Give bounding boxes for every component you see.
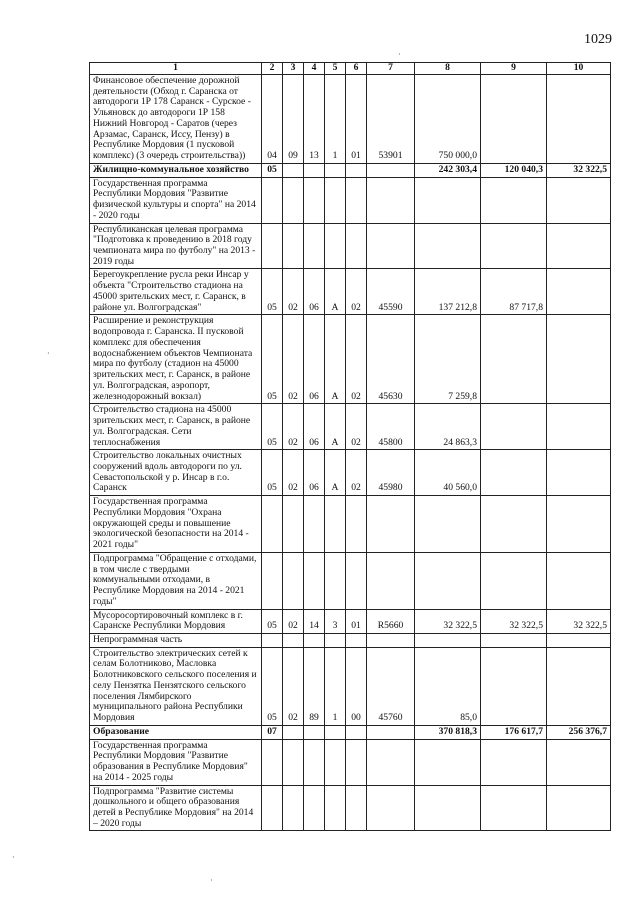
row-name-cell: Подпрограмма "Обращение с отходами, в том числе с твердыми коммунальными отходами, в Республике Мордовия на 2014 - 2021 годы" bbox=[90, 552, 262, 609]
code-cell: 05 bbox=[262, 404, 283, 450]
code-cell: 02 bbox=[346, 315, 367, 404]
code-cell bbox=[325, 177, 346, 223]
scan-speck: · bbox=[12, 853, 15, 862]
code-cell: 05 bbox=[262, 163, 283, 177]
amount-cell bbox=[481, 315, 547, 404]
row-name-cell: Строительство локальных очистных сооружений вдоль автодороги по ул. Севастопольской у р. Инсар в г.о. Саранск bbox=[90, 450, 262, 496]
amount-cell: 120 040,3 bbox=[481, 163, 547, 177]
code-cell bbox=[325, 163, 346, 177]
code-cell bbox=[304, 725, 325, 739]
amount-cell bbox=[481, 496, 547, 553]
code-cell: 02 bbox=[283, 450, 304, 496]
code-cell bbox=[283, 496, 304, 553]
row-name-cell: Образование bbox=[90, 725, 262, 739]
code-cell bbox=[367, 552, 415, 609]
code-cell: 02 bbox=[346, 269, 367, 315]
code-cell: А bbox=[325, 404, 346, 450]
code-cell: 02 bbox=[283, 609, 304, 633]
code-cell: 45800 bbox=[367, 404, 415, 450]
code-cell bbox=[367, 177, 415, 223]
table-row bbox=[90, 177, 611, 223]
row-name-cell: Подпрограмма "Развитие системы дошкольного и общего образования детей в Республике Мордовия" на 2014 – 2020 годы bbox=[90, 785, 262, 831]
code-cell bbox=[367, 785, 415, 831]
code-cell bbox=[325, 785, 346, 831]
amount-cell bbox=[481, 552, 547, 609]
budget-table bbox=[89, 62, 611, 831]
row-name-cell: Государственная программа Республики Мордовия "Развитие физической культуры и спорта" на 2014 - 2020 годы bbox=[90, 177, 262, 223]
amount-cell: 87 717,8 bbox=[481, 269, 547, 315]
code-cell: 45630 bbox=[367, 315, 415, 404]
code-cell bbox=[325, 223, 346, 269]
table-row bbox=[90, 496, 611, 553]
amount-cell bbox=[547, 496, 611, 553]
code-cell: 06 bbox=[304, 315, 325, 404]
code-cell: 53901 bbox=[367, 75, 415, 164]
code-cell: R5660 bbox=[367, 609, 415, 633]
scan-speck: · bbox=[47, 349, 50, 358]
code-cell: 05 bbox=[262, 269, 283, 315]
code-cell bbox=[346, 725, 367, 739]
table-row bbox=[90, 739, 611, 785]
amount-cell: 7 259,8 bbox=[415, 315, 481, 404]
code-cell: А bbox=[325, 269, 346, 315]
amount-cell: 32 322,5 bbox=[547, 609, 611, 633]
amount-cell: 24 863,3 bbox=[415, 404, 481, 450]
code-cell: 13 bbox=[304, 75, 325, 164]
code-cell: 07 bbox=[262, 725, 283, 739]
amount-cell: 370 818,3 bbox=[415, 725, 481, 739]
amount-cell bbox=[547, 404, 611, 450]
amount-cell: 242 303,4 bbox=[415, 163, 481, 177]
code-cell: 02 bbox=[283, 404, 304, 450]
code-cell bbox=[325, 552, 346, 609]
table-body bbox=[90, 75, 611, 831]
header-cell: 3 bbox=[283, 63, 304, 75]
code-cell: 01 bbox=[346, 609, 367, 633]
code-cell bbox=[367, 223, 415, 269]
code-cell: 45980 bbox=[367, 450, 415, 496]
code-cell bbox=[346, 552, 367, 609]
code-cell: 00 bbox=[346, 647, 367, 725]
amount-cell: 750 000,0 bbox=[415, 75, 481, 164]
amount-cell bbox=[415, 785, 481, 831]
amount-cell bbox=[547, 633, 611, 647]
code-cell: 02 bbox=[346, 450, 367, 496]
amount-cell bbox=[481, 633, 547, 647]
code-cell bbox=[346, 785, 367, 831]
amount-cell bbox=[415, 223, 481, 269]
code-cell bbox=[283, 223, 304, 269]
table-row bbox=[90, 725, 611, 739]
row-name-cell: Финансовое обеспечение дорожной деятельности (Обход г. Саранска от автодороги 1Р 178 Саранск - Сурское - Ульяновск до автодороги 1Р 158 Нижний Новгород - Саратов (через Арзамас, Саранск, Исcу, Пензу) в Республике Мордовия (1 пусковой комплекс) (3 очередь строительства)) bbox=[90, 75, 262, 164]
amount-cell: 40 560,0 bbox=[415, 450, 481, 496]
table-row bbox=[90, 633, 611, 647]
code-cell: 45760 bbox=[367, 647, 415, 725]
amount-cell bbox=[415, 739, 481, 785]
amount-cell bbox=[547, 177, 611, 223]
amount-cell bbox=[547, 269, 611, 315]
row-name-cell: Берегоукрепление русла реки Инсар у объекта "Строительство стадиона на 45000 зрительских мест, г. Саранск, в районе ул. Волгоградская" bbox=[90, 269, 262, 315]
code-cell: А bbox=[325, 450, 346, 496]
header-cell: 6 bbox=[346, 63, 367, 75]
code-cell: 05 bbox=[262, 647, 283, 725]
table-row bbox=[90, 163, 611, 177]
table-row bbox=[90, 75, 611, 164]
code-cell bbox=[346, 223, 367, 269]
table-row bbox=[90, 785, 611, 831]
code-cell: 09 bbox=[283, 75, 304, 164]
row-name-cell: Мусоросортировочный комплекс в г. Саранске Республики Мордовия bbox=[90, 609, 262, 633]
header-cell: 10 bbox=[547, 63, 611, 75]
code-cell: 05 bbox=[262, 450, 283, 496]
code-cell bbox=[262, 633, 283, 647]
row-name-cell: Строительство стадиона на 45000 зрительских мест, г. Саранск, в районе ул. Волгоградская. Сети теплоснабжения bbox=[90, 404, 262, 450]
code-cell: 89 bbox=[304, 647, 325, 725]
amount-cell: 85,0 bbox=[415, 647, 481, 725]
amount-cell bbox=[547, 552, 611, 609]
code-cell bbox=[367, 163, 415, 177]
code-cell bbox=[304, 223, 325, 269]
code-cell: 1 bbox=[325, 75, 346, 164]
amount-cell bbox=[481, 739, 547, 785]
row-name-cell: Расширение и реконструкция водопровода г. Саранска. II пусковой комплекс для обеспечения водоснабжением объектов Чемпионата мира по футболу (стадион на 45000 зрительских мест, г. Саранск, в районе ул. Волгоградская, аэропорт, железнодорожный вокзал) bbox=[90, 315, 262, 404]
amount-cell bbox=[547, 785, 611, 831]
amount-cell bbox=[415, 496, 481, 553]
code-cell bbox=[367, 725, 415, 739]
code-cell: 05 bbox=[262, 315, 283, 404]
header-cell: 4 bbox=[304, 63, 325, 75]
code-cell bbox=[304, 633, 325, 647]
code-cell bbox=[367, 633, 415, 647]
amount-cell: 137 212,8 bbox=[415, 269, 481, 315]
amount-cell bbox=[481, 785, 547, 831]
header-row bbox=[90, 63, 611, 75]
code-cell bbox=[367, 739, 415, 785]
amount-cell bbox=[481, 647, 547, 725]
code-cell: 02 bbox=[283, 269, 304, 315]
code-cell: 02 bbox=[283, 647, 304, 725]
code-cell bbox=[304, 785, 325, 831]
table-row bbox=[90, 609, 611, 633]
header-cell: 9 bbox=[481, 63, 547, 75]
code-cell: 06 bbox=[304, 450, 325, 496]
code-cell bbox=[304, 739, 325, 785]
code-cell bbox=[325, 725, 346, 739]
header-cell: 7 bbox=[367, 63, 415, 75]
scan-speck: · bbox=[398, 50, 401, 59]
code-cell: 06 bbox=[304, 269, 325, 315]
code-cell bbox=[262, 552, 283, 609]
code-cell bbox=[304, 163, 325, 177]
amount-cell bbox=[547, 647, 611, 725]
amount-cell bbox=[481, 450, 547, 496]
code-cell bbox=[367, 496, 415, 553]
header-cell: 5 bbox=[325, 63, 346, 75]
code-cell bbox=[262, 223, 283, 269]
code-cell bbox=[325, 496, 346, 553]
amount-cell bbox=[547, 75, 611, 164]
page-number: 1029 bbox=[584, 32, 612, 47]
code-cell: 45590 bbox=[367, 269, 415, 315]
code-cell bbox=[283, 633, 304, 647]
table-row bbox=[90, 269, 611, 315]
code-cell bbox=[262, 496, 283, 553]
table-row bbox=[90, 552, 611, 609]
row-name-cell: Республиканская целевая программа "Подготовка к проведению в 2018 году чемпионата мира по футболу" на 2013 - 2019 годы bbox=[90, 223, 262, 269]
code-cell bbox=[304, 496, 325, 553]
code-cell bbox=[283, 177, 304, 223]
row-name-cell: Жилищно-коммунальное хозяйство bbox=[90, 163, 262, 177]
code-cell: 14 bbox=[304, 609, 325, 633]
code-cell bbox=[304, 552, 325, 609]
amount-cell: 176 617,7 bbox=[481, 725, 547, 739]
code-cell: 06 bbox=[304, 404, 325, 450]
code-cell bbox=[283, 739, 304, 785]
amount-cell bbox=[415, 552, 481, 609]
amount-cell: 32 322,5 bbox=[415, 609, 481, 633]
code-cell bbox=[346, 163, 367, 177]
amount-cell bbox=[481, 404, 547, 450]
code-cell bbox=[283, 725, 304, 739]
table-row bbox=[90, 404, 611, 450]
amount-cell bbox=[547, 739, 611, 785]
amount-cell bbox=[547, 223, 611, 269]
table-row bbox=[90, 315, 611, 404]
header-cell: 8 bbox=[415, 63, 481, 75]
code-cell bbox=[262, 785, 283, 831]
amount-cell bbox=[481, 223, 547, 269]
code-cell: 1 bbox=[325, 647, 346, 725]
row-name-cell: Государственная программа Республики Мордовия "Развитие образования в Республике Мордовия" на 2014 - 2025 годы bbox=[90, 739, 262, 785]
code-cell: 01 bbox=[346, 75, 367, 164]
amount-cell bbox=[481, 177, 547, 223]
amount-cell: 32 322,5 bbox=[481, 609, 547, 633]
code-cell: 05 bbox=[262, 609, 283, 633]
code-cell bbox=[283, 785, 304, 831]
amount-cell bbox=[415, 177, 481, 223]
code-cell: 02 bbox=[346, 404, 367, 450]
row-name-cell: Государственная программа Республики Мордовия "Охрана окружающей среды и повышение экологической безопасности на 2014 - 2021 годы" bbox=[90, 496, 262, 553]
amount-cell bbox=[547, 450, 611, 496]
amount-cell bbox=[481, 75, 547, 164]
header-cell: 2 bbox=[262, 63, 283, 75]
code-cell bbox=[283, 163, 304, 177]
code-cell bbox=[325, 633, 346, 647]
code-cell: 3 bbox=[325, 609, 346, 633]
code-cell: 02 bbox=[283, 315, 304, 404]
code-cell bbox=[346, 633, 367, 647]
code-cell bbox=[325, 739, 346, 785]
code-cell bbox=[346, 177, 367, 223]
code-cell bbox=[304, 177, 325, 223]
code-cell bbox=[262, 739, 283, 785]
code-cell: А bbox=[325, 315, 346, 404]
row-name-cell: Непрограммная часть bbox=[90, 633, 262, 647]
row-name-cell: Строительство электрических сетей к селам Болотниково, Масловка Болотниковского сельского поселения и селу Пензятка Пензятского сельского поселения Лямбирского муниципального района Республики Мордовия bbox=[90, 647, 262, 725]
code-cell: 04 bbox=[262, 75, 283, 164]
amount-cell bbox=[547, 315, 611, 404]
amount-cell: 32 322,5 bbox=[547, 163, 611, 177]
table-row bbox=[90, 647, 611, 725]
amount-cell: 256 376,7 bbox=[547, 725, 611, 739]
amount-cell bbox=[415, 633, 481, 647]
scan-speck: · bbox=[210, 876, 213, 885]
table-row bbox=[90, 450, 611, 496]
code-cell bbox=[262, 177, 283, 223]
code-cell bbox=[346, 496, 367, 553]
header-cell: 1 bbox=[90, 63, 262, 75]
table-row bbox=[90, 223, 611, 269]
code-cell bbox=[283, 552, 304, 609]
code-cell bbox=[346, 739, 367, 785]
